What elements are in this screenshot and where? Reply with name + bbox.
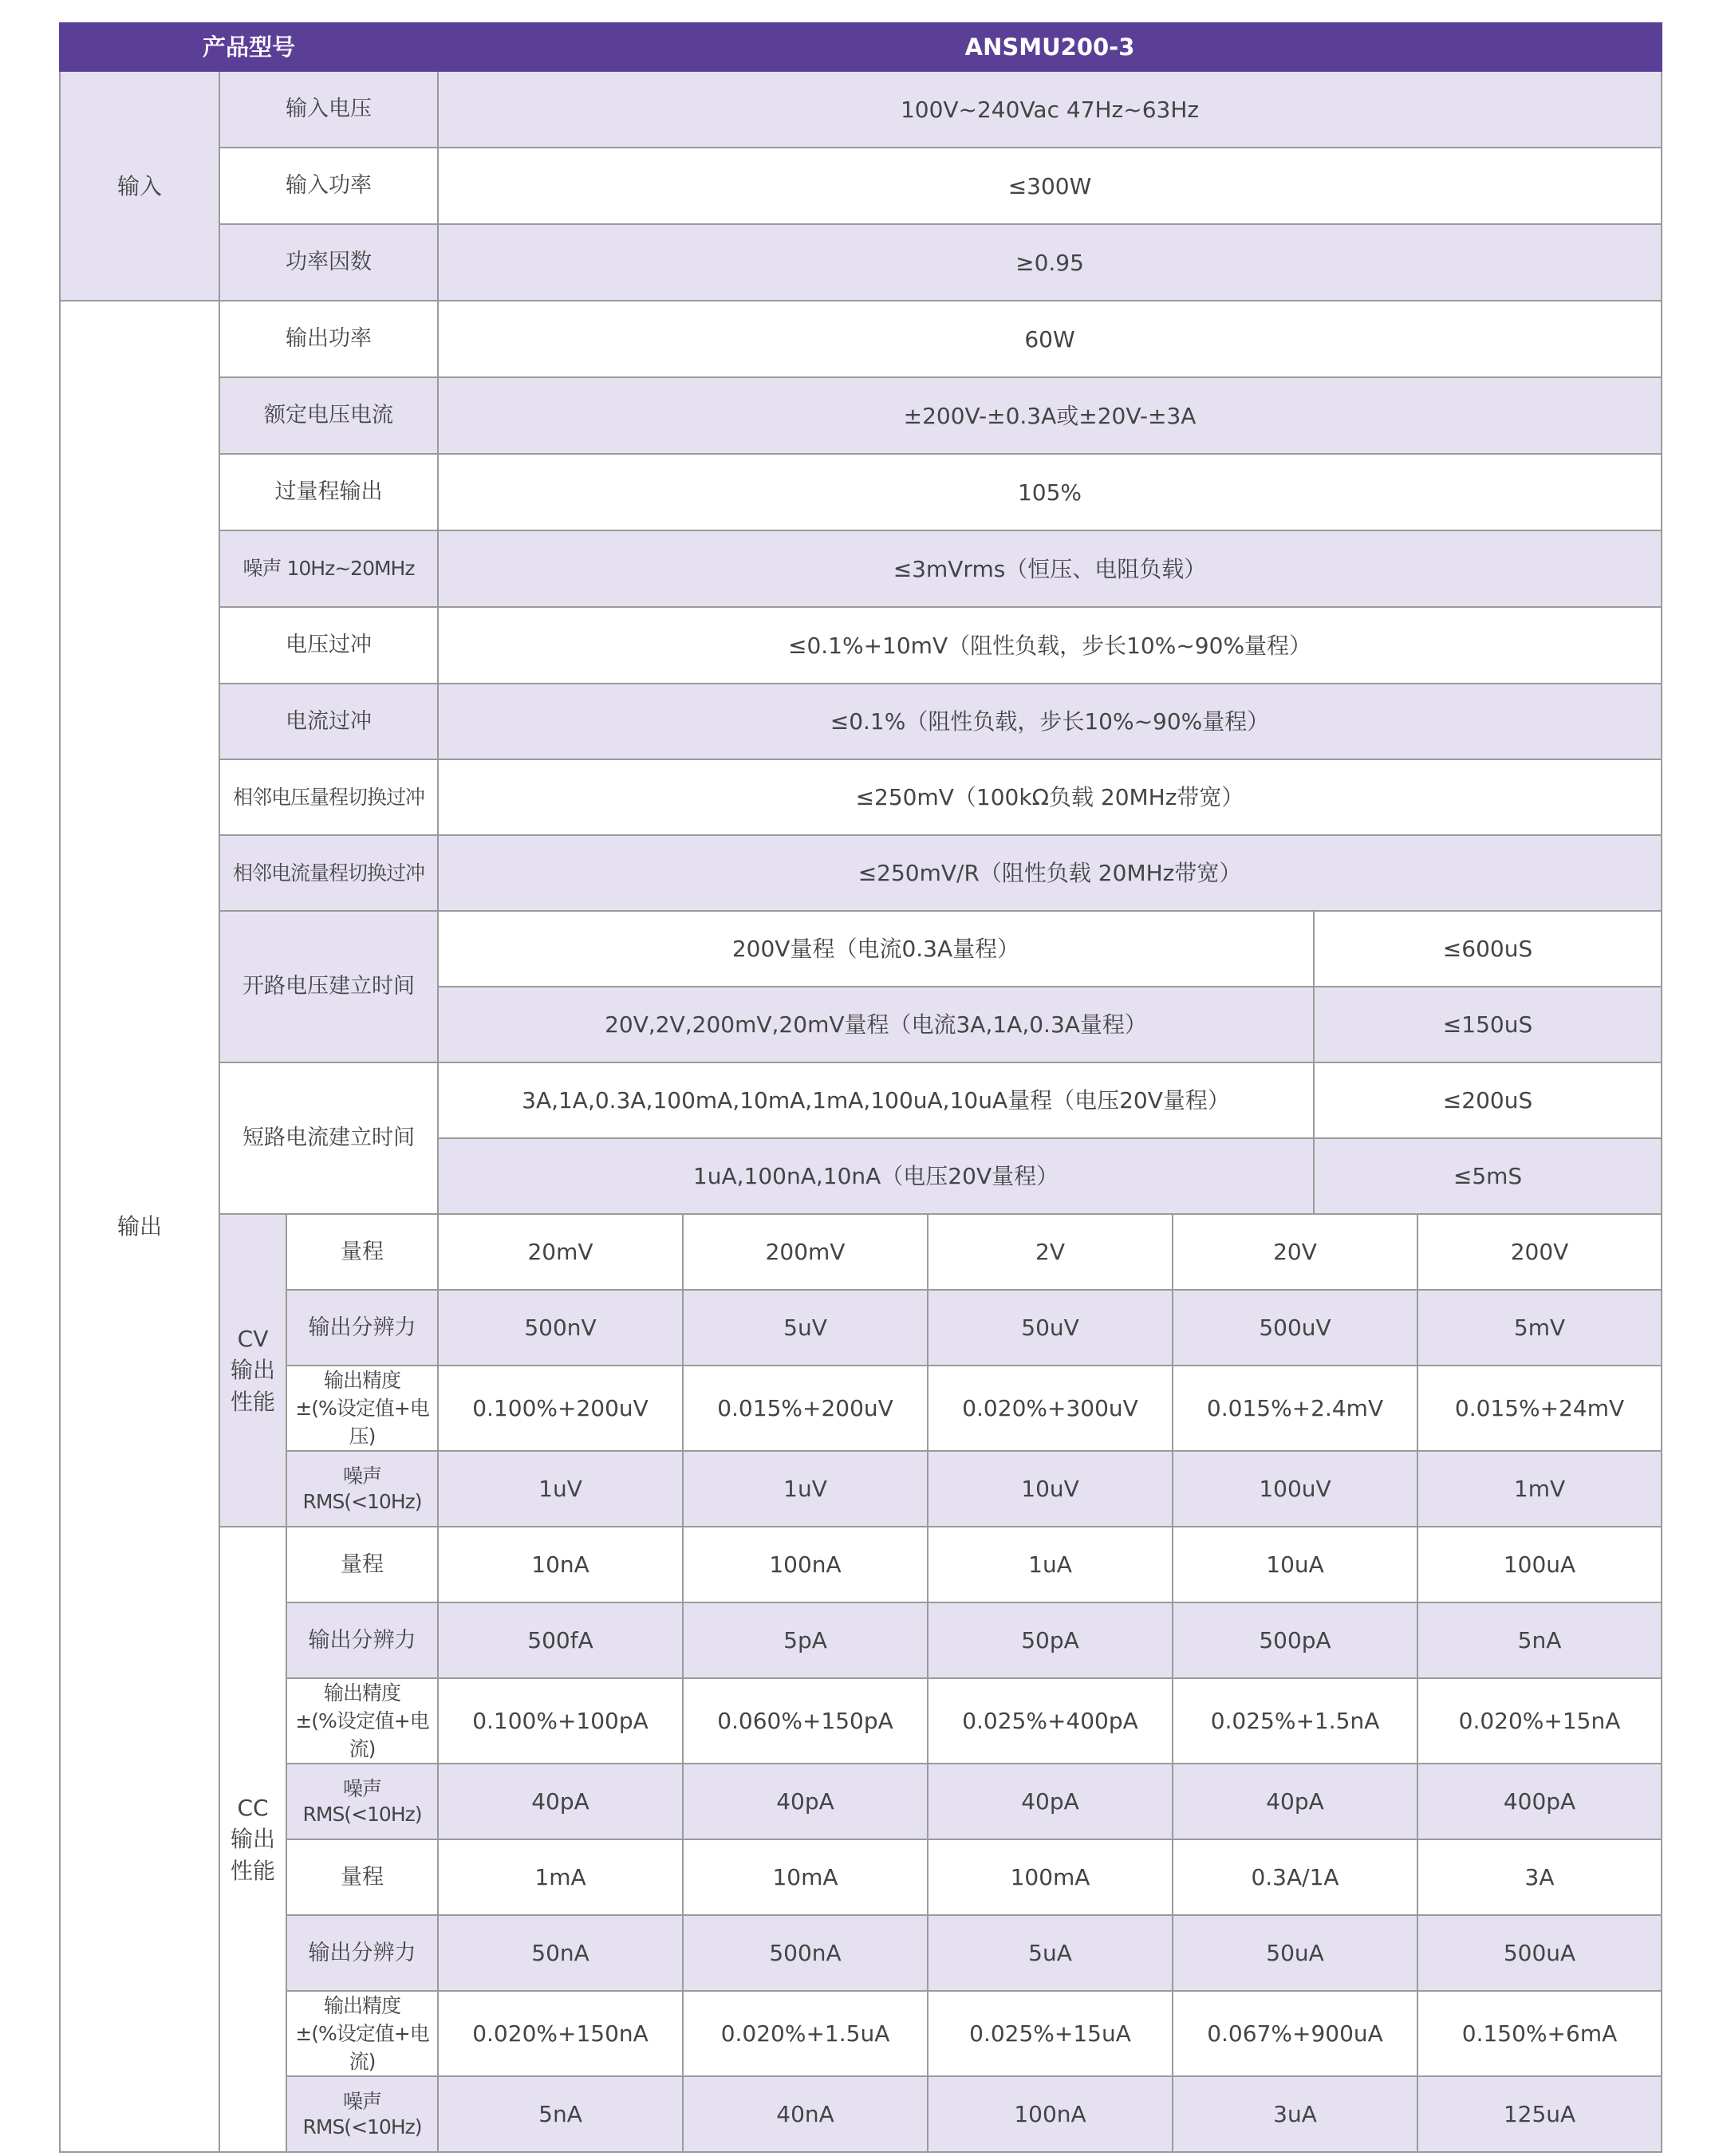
perf-cell: 100nA <box>683 1527 928 1602</box>
row-value: ≤3mVrms（恒压、电阻负载） <box>438 530 1662 607</box>
perf-cell: 40pA <box>438 1764 683 1839</box>
perf-label <box>286 1991 438 2076</box>
row-value: 60W <box>438 301 1662 377</box>
perf-cell: 10uA <box>1173 1527 1417 1602</box>
row-value: 100V~240Vac 47Hz~63Hz <box>438 71 1662 148</box>
time-cell: ≤600uS <box>1314 911 1662 987</box>
perf-label: 噪声RMS(<10Hz) <box>286 2076 438 2152</box>
perf-cell: 1uV <box>438 1451 683 1527</box>
perf-label: 量程 <box>286 1839 438 1915</box>
row-label: 电压过冲 <box>219 607 438 684</box>
perf-cell: 125uA <box>1417 2076 1662 2152</box>
perf-cell: 1mV <box>1417 1451 1662 1527</box>
row-label: 功率因数 <box>219 224 438 301</box>
perf-cell: 50nA <box>438 1915 683 1991</box>
perf-label: 噪声RMS(<10Hz) <box>286 1451 438 1527</box>
perf-cell: 0.067%+900uA <box>1173 1991 1417 2076</box>
perf-cell: 5uA <box>928 1915 1173 1991</box>
row-label: 输出功率 <box>219 301 438 377</box>
model-label: 产品型号 <box>60 23 438 71</box>
row-label: 相邻电压量程切换过冲 <box>219 759 438 835</box>
perf-cell: 40pA <box>928 1764 1173 1839</box>
perf-label: 输出分辨力 <box>286 1915 438 1991</box>
perf-cell: 500uA <box>1417 1915 1662 1991</box>
row-label: 电流过冲 <box>219 684 438 759</box>
condition-cell: 1uA,100nA,10nA（电压20V量程） <box>438 1138 1314 1214</box>
perf-cell: 5nA <box>438 2076 683 2152</box>
condition-cell: 3A,1A,0.3A,100mA,10mA,1mA,100uA,10uA量程（电压20V量程） <box>438 1062 1314 1138</box>
perf-cell: 0.025%+15uA <box>928 1991 1173 2076</box>
perf-cell: 500uV <box>1173 1290 1417 1366</box>
time-cell: ≤150uS <box>1314 987 1662 1062</box>
input-group-label: 输入 <box>60 71 219 301</box>
row-label: 额定电压电流 <box>219 377 438 454</box>
perf-cell: 5mV <box>1417 1290 1662 1366</box>
cv-label-line: 输出 <box>230 1357 275 1384</box>
perf-cell: 0.020%+150nA <box>438 1991 683 2076</box>
cv-label-line: CV <box>237 1326 269 1353</box>
perf-cell: 100uA <box>1417 1527 1662 1602</box>
perf-cell: 1mA <box>438 1839 683 1915</box>
perf-cell: 500fA <box>438 1602 683 1678</box>
perf-cell: 200V <box>1417 1214 1662 1290</box>
row-label: 过量程输出 <box>219 454 438 530</box>
perf-cell: 0.150%+6mA <box>1417 1991 1662 2076</box>
perf-cell: 500nV <box>438 1290 683 1366</box>
perf-cell: 0.015%+24mV <box>1417 1366 1662 1451</box>
row-value: ≤0.1%（阻性负载，步长10%~90%量程） <box>438 684 1662 759</box>
cv-group-label <box>219 1214 286 1527</box>
perf-cell: 0.025%+400pA <box>928 1678 1173 1764</box>
perf-cell: 0.100%+200uV <box>438 1366 683 1451</box>
row-label: 噪声 10Hz~20MHz <box>219 530 438 607</box>
perf-label-line: ±(%设定值+电压) <box>295 1397 429 1448</box>
perf-cell: 5nA <box>1417 1602 1662 1678</box>
open-circuit-label: 开路电压建立时间 <box>219 911 438 1062</box>
perf-cell: 40pA <box>1173 1764 1417 1839</box>
row-value: ≥0.95 <box>438 224 1662 301</box>
perf-cell: 100uV <box>1173 1451 1417 1527</box>
perf-label-line: ±(%设定值+电流) <box>295 2022 429 2073</box>
header-row <box>60 23 1662 71</box>
perf-cell: 0.020%+300uV <box>928 1366 1173 1451</box>
perf-cell: 20mV <box>438 1214 683 1290</box>
perf-cell: 400pA <box>1417 1764 1662 1839</box>
perf-cell: 0.020%+15nA <box>1417 1678 1662 1764</box>
row-value: ≤250mV（100kΩ负载 20MHz带宽） <box>438 759 1662 835</box>
perf-cell: 1uA <box>928 1527 1173 1602</box>
row-value: ≤300W <box>438 148 1662 224</box>
perf-cell: 40nA <box>683 2076 928 2152</box>
perf-cell: 0.060%+150pA <box>683 1678 928 1764</box>
spec-table <box>59 22 1662 2153</box>
row-value: ≤250mV/R（阻性负载 20MHz带宽） <box>438 835 1662 911</box>
perf-cell: 20V <box>1173 1214 1417 1290</box>
cc-label-line: 输出 <box>230 1826 275 1853</box>
perf-cell: 10mA <box>683 1839 928 1915</box>
model-value: ANSMU200-3 <box>438 23 1662 71</box>
perf-cell: 0.015%+2.4mV <box>1173 1366 1417 1451</box>
perf-label-line: 输出精度 <box>324 1681 401 1705</box>
condition-cell: 20V,2V,200mV,20mV量程（电流3A,1A,0.3A量程） <box>438 987 1314 1062</box>
time-cell: ≤200uS <box>1314 1062 1662 1138</box>
row-value: 105% <box>438 454 1662 530</box>
perf-cell: 100nA <box>928 2076 1173 2152</box>
perf-cell: 5pA <box>683 1602 928 1678</box>
perf-cell: 10nA <box>438 1527 683 1602</box>
cc-label-line: 性能 <box>230 1857 275 1884</box>
perf-cell: 0.015%+200uV <box>683 1366 928 1451</box>
cv-label-line: 性能 <box>230 1388 275 1415</box>
perf-label <box>286 1678 438 1764</box>
perf-cell: 100mA <box>928 1839 1173 1915</box>
perf-cell: 1uV <box>683 1451 928 1527</box>
perf-cell: 50pA <box>928 1602 1173 1678</box>
row-label: 输入电压 <box>219 71 438 148</box>
perf-cell: 3uA <box>1173 2076 1417 2152</box>
perf-label <box>286 1366 438 1451</box>
perf-label: 量程 <box>286 1527 438 1602</box>
condition-cell: 200V量程（电流0.3A量程） <box>438 911 1314 987</box>
short-circuit-label: 短路电流建立时间 <box>219 1062 438 1214</box>
perf-cell: 2V <box>928 1214 1173 1290</box>
perf-label: 噪声RMS(<10Hz) <box>286 1764 438 1839</box>
cc-label-line: CC <box>237 1795 269 1822</box>
perf-label-line: 输出精度 <box>324 1369 401 1392</box>
cc-group-label <box>219 1527 286 2152</box>
output-group-label: 输出 <box>60 301 219 2152</box>
perf-cell: 50uV <box>928 1290 1173 1366</box>
perf-cell: 0.100%+100pA <box>438 1678 683 1764</box>
perf-cell: 0.3A/1A <box>1173 1839 1417 1915</box>
perf-label: 输出分辨力 <box>286 1602 438 1678</box>
perf-cell: 500nA <box>683 1915 928 1991</box>
row-value: ±200V-±0.3A或±20V-±3A <box>438 377 1662 454</box>
perf-label: 量程 <box>286 1214 438 1290</box>
perf-label-line: 输出精度 <box>324 1994 401 2017</box>
perf-cell: 5uV <box>683 1290 928 1366</box>
perf-cell: 0.020%+1.5uA <box>683 1991 928 2076</box>
perf-cell: 0.025%+1.5nA <box>1173 1678 1417 1764</box>
row-label: 相邻电流量程切换过冲 <box>219 835 438 911</box>
perf-label: 输出分辨力 <box>286 1290 438 1366</box>
perf-cell: 3A <box>1417 1839 1662 1915</box>
row-value: ≤0.1%+10mV（阻性负载，步长10%~90%量程） <box>438 607 1662 684</box>
time-cell: ≤5mS <box>1314 1138 1662 1214</box>
perf-label-line: ±(%设定值+电流) <box>295 1709 429 1760</box>
perf-cell: 200mV <box>683 1214 928 1290</box>
perf-cell: 500pA <box>1173 1602 1417 1678</box>
perf-cell: 50uA <box>1173 1915 1417 1991</box>
perf-cell: 40pA <box>683 1764 928 1839</box>
perf-cell: 10uV <box>928 1451 1173 1527</box>
row-label: 输入功率 <box>219 148 438 224</box>
